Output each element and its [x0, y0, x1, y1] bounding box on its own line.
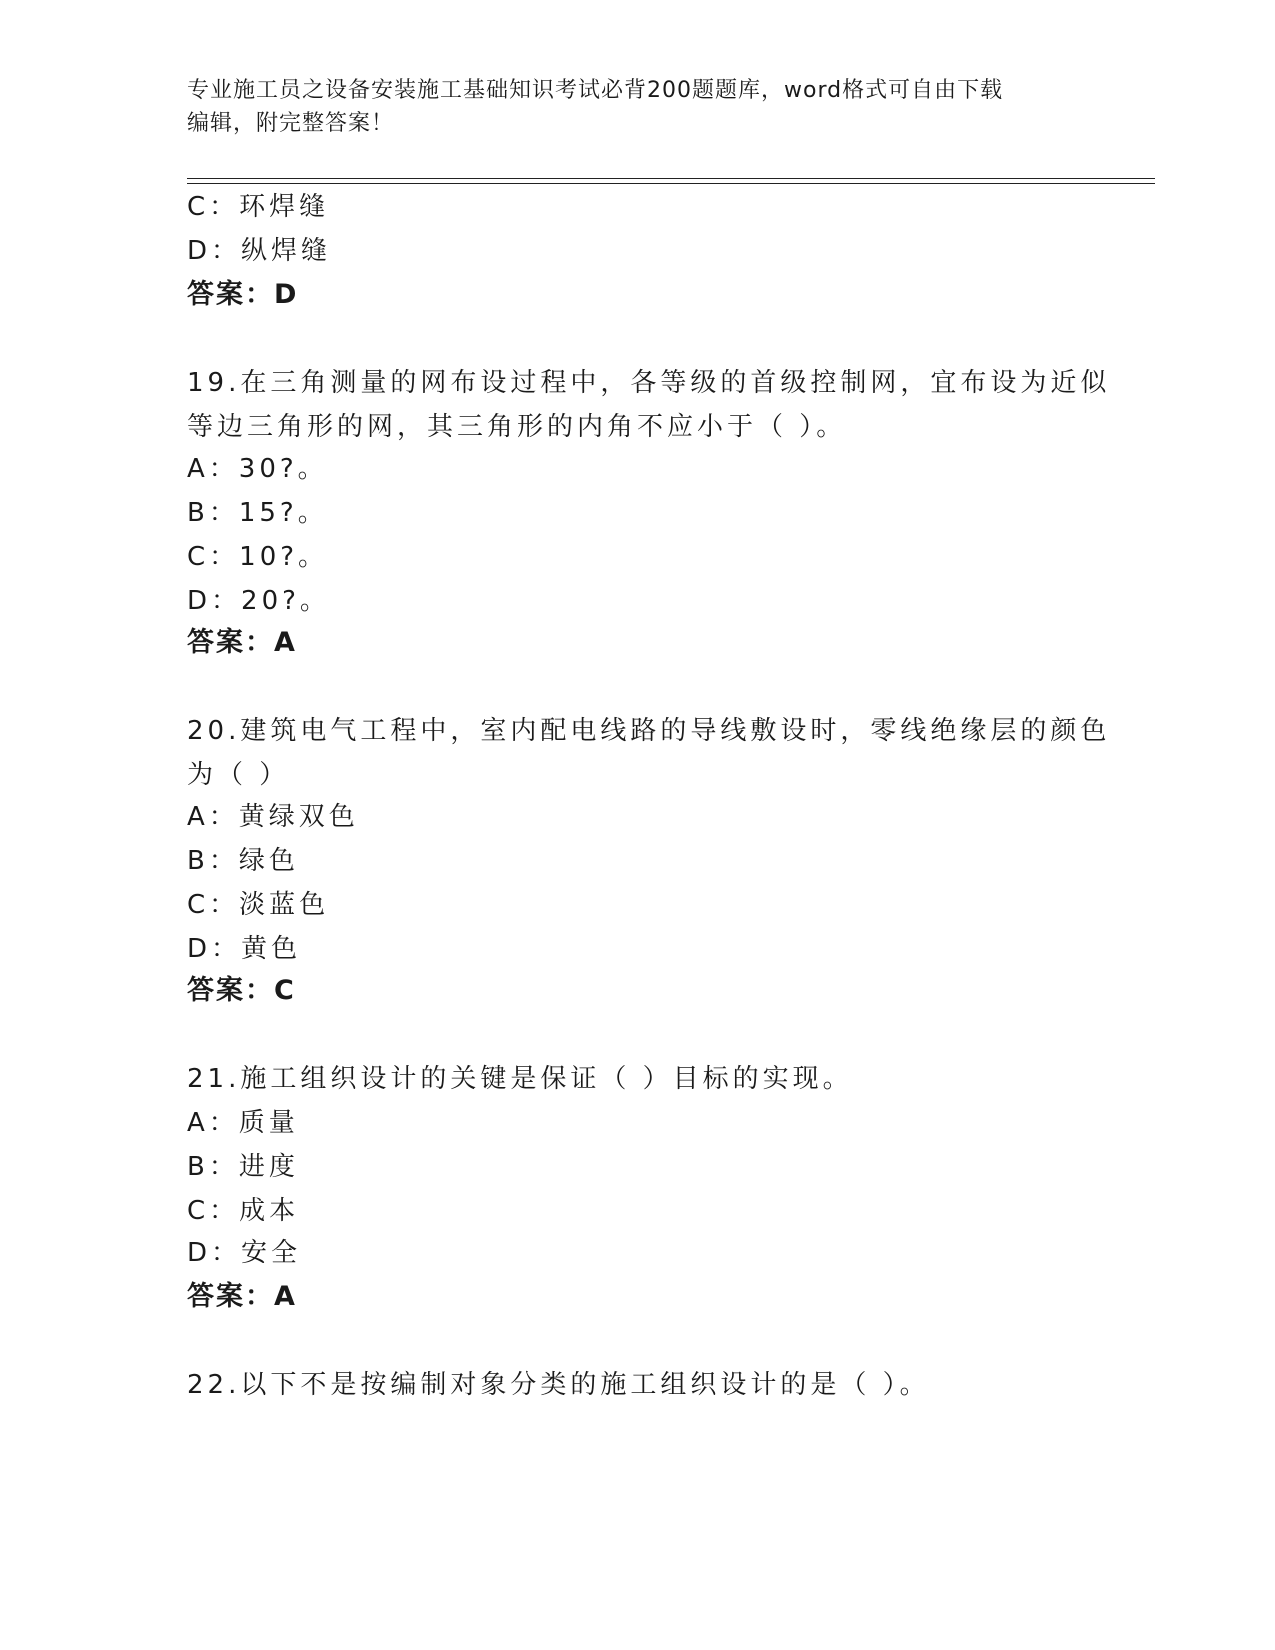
- q19-option-c: C：10?。: [187, 542, 329, 572]
- q20-answer: 答案：C: [187, 975, 296, 1006]
- q20-option-a: A：黄绿双色: [187, 802, 359, 832]
- q19-option-a: A：30?。: [187, 454, 328, 484]
- q20-stem-line-1: 20.建筑电气工程中，室内配电线路的导线敷设时，零线绝缘层的颜色: [187, 716, 1111, 746]
- q20-option-d: D：黄色: [187, 934, 302, 964]
- q21-answer: 答案：A: [187, 1281, 297, 1312]
- q22-stem-line-1: 22.以下不是按编制对象分类的施工组织设计的是（ ）。: [187, 1370, 930, 1400]
- q18-option-c: C：环焊缝: [187, 192, 330, 222]
- q21-option-c: C：成本: [187, 1196, 300, 1226]
- q18-option-d: D：纵焊缝: [187, 236, 332, 266]
- q19-answer: 答案：A: [187, 627, 297, 658]
- header-divider-bottom: [187, 183, 1155, 184]
- q19-stem-line-1: 19.在三角测量的网布设过程中，各等级的首级控制网，宜布设为近似: [187, 368, 1111, 398]
- q21-option-a: A：质量: [187, 1108, 299, 1138]
- document-header: [187, 74, 1087, 140]
- q19-option-d: D：20?。: [187, 586, 330, 616]
- q21-option-d: D：安全: [187, 1238, 302, 1268]
- q18-answer: 答案：D: [187, 279, 299, 310]
- q20-stem-line-2: 为（ ）: [187, 760, 290, 790]
- q20-option-b: B：绿色: [187, 846, 299, 876]
- q20-option-c: C：淡蓝色: [187, 890, 330, 920]
- q19-option-b: B：15?。: [187, 498, 328, 528]
- header-title-line-1: 专业施工员之设备安装施工基础知识考试必背200题题库，word格式可自由下载: [187, 78, 1004, 103]
- header-title-line-2: 编辑，附完整答案！: [187, 111, 395, 136]
- q21-option-b: B：进度: [187, 1152, 299, 1182]
- q19-stem-line-2: 等边三角形的网，其三角形的内角不应小于（ ）。: [187, 412, 847, 442]
- header-divider-top: [187, 178, 1155, 179]
- q21-stem-line-1: 21.施工组织设计的关键是保证（ ）目标的实现。: [187, 1064, 853, 1094]
